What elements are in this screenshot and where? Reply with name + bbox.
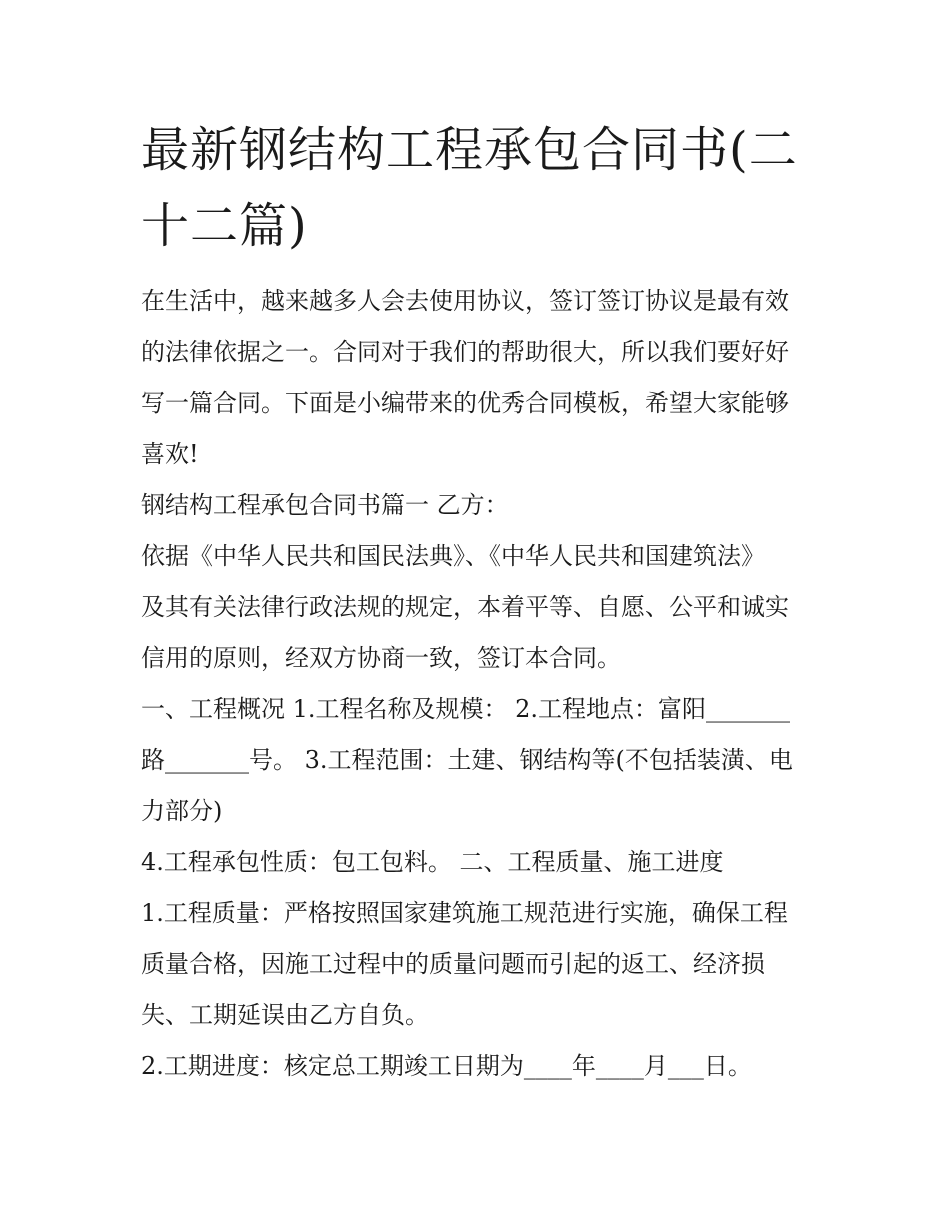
paragraph-line: 写一篇合同。下面是小编带来的优秀合同模板，希望大家能够 [141, 389, 789, 417]
paragraph-line: 质量合格，因施工过程中的质量问题而引起的返工、经济损 [141, 950, 765, 978]
paragraph-line: 2.工期进度：核定总工期竣工日期为____年____月___日。 [141, 1052, 752, 1080]
title-line-2: 十二篇) [141, 198, 308, 254]
paragraph-line: 喜欢! [141, 440, 199, 468]
paragraph-line: 失、工期延误由乙方自负。 [141, 1001, 429, 1029]
paragraph-line: 信用的原则，经双方协商一致，签订本合同。 [141, 644, 621, 672]
paragraph-line: 在生活中，越来越多人会去使用协议，签订签订协议是最有效 [141, 287, 789, 315]
title-line-1: 最新钢结构工程承包合同书(二 [141, 122, 798, 178]
paragraph-line: 路_______号。 3.工程范围：土建、钢结构等(不包括装潢、电 [141, 746, 793, 774]
section-heading-line: 钢结构工程承包合同书篇一 乙方： [141, 491, 509, 519]
paragraph-line: 1.工程质量：严格按照国家建筑施工规范进行实施，确保工程 [141, 899, 788, 927]
paragraph-line: 的法律依据之一。合同对于我们的帮助很大，所以我们要好好 [141, 338, 789, 366]
document-title [141, 112, 821, 264]
paragraph-line: 一、工程概况 1.工程名称及规模： 2.工程地点：富阳_______ [141, 695, 791, 723]
paragraph-line: 依据《中华人民共和国民法典》、《中华人民共和国建筑法》 [141, 542, 765, 570]
paragraph-line: 4.工程承包性质：包工包料。 二、工程质量、施工进度 [141, 848, 724, 876]
paragraph-line: 及其有关法律行政法规的规定，本着平等、自愿、公平和诚实 [141, 593, 789, 621]
paragraph-line: 力部分) [141, 797, 223, 825]
